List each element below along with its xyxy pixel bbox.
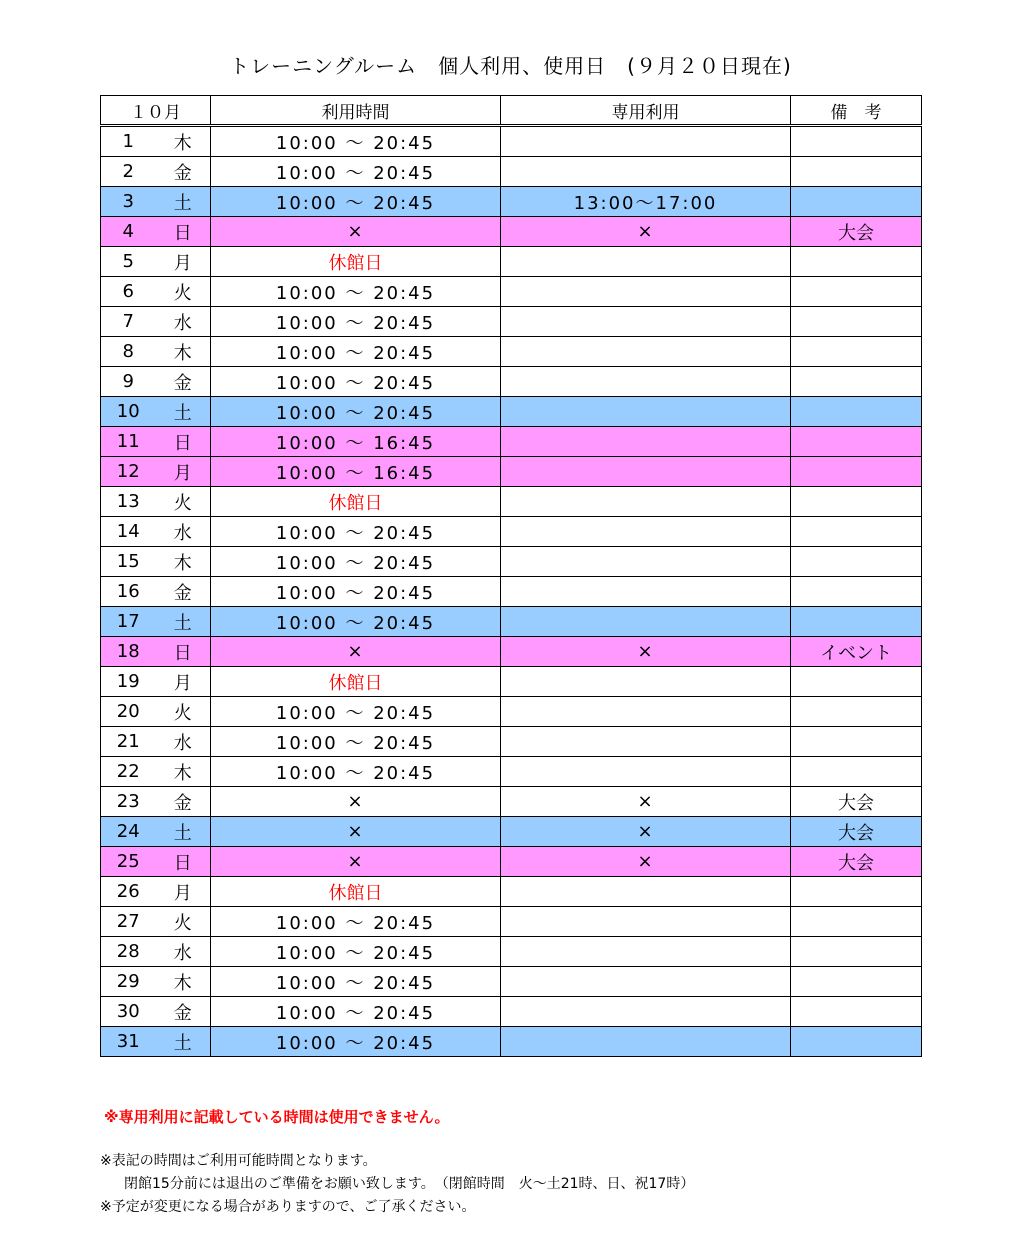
weekday-cell: 金	[156, 367, 211, 397]
day-cell: 30	[101, 997, 156, 1027]
table-row	[101, 457, 922, 487]
note-cell	[791, 547, 922, 577]
hours-header: 利用時間	[211, 96, 501, 126]
table-header-row	[101, 96, 922, 126]
weekday-cell: 水	[156, 937, 211, 967]
note-cell	[791, 667, 922, 697]
table-row	[101, 637, 922, 667]
table-row	[101, 997, 922, 1027]
weekday-cell: 月	[156, 247, 211, 277]
weekday-cell: 金	[156, 997, 211, 1027]
table-row	[101, 667, 922, 697]
hours-cell: ×	[211, 787, 501, 817]
weekday-cell: 月	[156, 667, 211, 697]
day-cell: 27	[101, 907, 156, 937]
day-cell: 9	[101, 367, 156, 397]
hours-cell: 10:00 ～ 20:45	[211, 997, 501, 1027]
table-row	[101, 337, 922, 367]
table-row	[101, 607, 922, 637]
day-cell: 31	[101, 1027, 156, 1057]
day-cell: 17	[101, 607, 156, 637]
weekday-cell: 土	[156, 397, 211, 427]
note-cell	[791, 337, 922, 367]
weekday-cell: 火	[156, 277, 211, 307]
note-cell	[791, 157, 922, 187]
table-row	[101, 247, 922, 277]
table-row	[101, 217, 922, 247]
hours-cell: 10:00 ～ 16:45	[211, 457, 501, 487]
day-cell: 6	[101, 277, 156, 307]
exclusive-cell: ×	[501, 817, 791, 847]
weekday-cell: 水	[156, 307, 211, 337]
weekday-cell: 土	[156, 607, 211, 637]
note-cell	[791, 607, 922, 637]
table-row	[101, 1027, 922, 1057]
note-cell	[791, 967, 922, 997]
day-cell: 19	[101, 667, 156, 697]
day-cell: 25	[101, 847, 156, 877]
day-cell: 20	[101, 697, 156, 727]
exclusive-cell	[501, 547, 791, 577]
day-cell: 11	[101, 427, 156, 457]
note-cell	[791, 457, 922, 487]
exclusive-cell	[501, 607, 791, 637]
table-row	[101, 817, 922, 847]
day-cell: 8	[101, 337, 156, 367]
table-row	[101, 487, 922, 517]
day-cell: 26	[101, 877, 156, 907]
exclusive-cell	[501, 397, 791, 427]
schedule-table	[100, 95, 922, 1057]
hours-cell: 10:00 ～ 20:45	[211, 937, 501, 967]
table-row	[101, 277, 922, 307]
table-row	[101, 187, 922, 217]
table-row	[101, 787, 922, 817]
hours-cell: 10:00 ～ 20:45	[211, 907, 501, 937]
note-cell	[791, 367, 922, 397]
note-cell	[791, 517, 922, 547]
note-cell	[791, 427, 922, 457]
hours-cell: ×	[211, 847, 501, 877]
day-cell: 10	[101, 397, 156, 427]
note-cell: 大会	[791, 217, 922, 247]
day-cell: 22	[101, 757, 156, 787]
hours-cell: ×	[211, 817, 501, 847]
exclusive-cell	[501, 517, 791, 547]
exclusive-cell	[501, 487, 791, 517]
table-row	[101, 937, 922, 967]
weekday-cell: 土	[156, 187, 211, 217]
note-cell: 大会	[791, 847, 922, 877]
weekday-cell: 月	[156, 457, 211, 487]
exclusive-cell	[501, 1027, 791, 1057]
day-cell: 29	[101, 967, 156, 997]
table-row	[101, 727, 922, 757]
hours-cell: 10:00 ～ 20:45	[211, 397, 501, 427]
table-row	[101, 697, 922, 727]
footnote-changes: ※予定が変更になる場合がありますので、ご了承ください。	[100, 1199, 476, 1215]
hours-cell: 10:00 ～ 20:45	[211, 277, 501, 307]
weekday-cell: 日	[156, 637, 211, 667]
table-row	[101, 517, 922, 547]
exclusive-cell	[501, 877, 791, 907]
day-cell: 1	[101, 126, 156, 157]
note-cell	[791, 487, 922, 517]
weekday-cell: 木	[156, 547, 211, 577]
day-cell: 7	[101, 307, 156, 337]
hours-cell: 休館日	[211, 487, 501, 517]
exclusive-cell	[501, 247, 791, 277]
exclusive-cell	[501, 157, 791, 187]
hours-cell: 10:00 ～ 20:45	[211, 307, 501, 337]
exclusive-cell: ×	[501, 637, 791, 667]
day-cell: 5	[101, 247, 156, 277]
day-cell: 12	[101, 457, 156, 487]
note-cell	[791, 247, 922, 277]
hours-cell: 10:00 ～ 20:45	[211, 607, 501, 637]
hours-cell: 10:00 ～ 20:45	[211, 1027, 501, 1057]
exclusive-cell	[501, 126, 791, 157]
table-row	[101, 547, 922, 577]
day-cell: 24	[101, 817, 156, 847]
weekday-cell: 火	[156, 487, 211, 517]
weekday-cell: 火	[156, 697, 211, 727]
table-row	[101, 967, 922, 997]
exclusive-cell	[501, 337, 791, 367]
hours-cell: 10:00 ～ 20:45	[211, 757, 501, 787]
day-cell: 4	[101, 217, 156, 247]
exclusive-cell	[501, 967, 791, 997]
table-row	[101, 427, 922, 457]
day-cell: 13	[101, 487, 156, 517]
day-cell: 23	[101, 787, 156, 817]
exclusive-cell	[501, 427, 791, 457]
hours-cell: 10:00 ～ 20:45	[211, 967, 501, 997]
hours-cell: 10:00 ～ 20:45	[211, 126, 501, 157]
note-cell: イベント	[791, 637, 922, 667]
hours-cell: 休館日	[211, 667, 501, 697]
note-cell	[791, 397, 922, 427]
weekday-cell: 日	[156, 217, 211, 247]
table-row	[101, 397, 922, 427]
hours-cell: 10:00 ～ 20:45	[211, 577, 501, 607]
note-cell	[791, 1027, 922, 1057]
hours-cell: 休館日	[211, 247, 501, 277]
weekday-cell: 火	[156, 907, 211, 937]
day-cell: 2	[101, 157, 156, 187]
weekday-cell: 土	[156, 1027, 211, 1057]
hours-cell: 10:00 ～ 20:45	[211, 727, 501, 757]
exclusive-cell	[501, 667, 791, 697]
weekday-cell: 金	[156, 157, 211, 187]
exclusive-cell	[501, 937, 791, 967]
exclusive-cell: ×	[501, 787, 791, 817]
day-cell: 18	[101, 637, 156, 667]
hours-cell: 10:00 ～ 20:45	[211, 337, 501, 367]
weekday-cell: 木	[156, 967, 211, 997]
exclusive-cell	[501, 907, 791, 937]
hours-cell: 10:00 ～ 16:45	[211, 427, 501, 457]
table-row	[101, 907, 922, 937]
table-row	[101, 367, 922, 397]
note-cell: 大会	[791, 787, 922, 817]
note-cell	[791, 187, 922, 217]
note-cell	[791, 997, 922, 1027]
note-cell	[791, 907, 922, 937]
hours-cell: 休館日	[211, 877, 501, 907]
table-row	[101, 307, 922, 337]
note-cell	[791, 877, 922, 907]
day-cell: 28	[101, 937, 156, 967]
exclusive-cell	[501, 727, 791, 757]
exclusive-cell	[501, 997, 791, 1027]
weekday-cell: 土	[156, 817, 211, 847]
note-cell: 大会	[791, 817, 922, 847]
warning-text: ※専用利用に記載している時間は使用できません。	[104, 1108, 450, 1126]
exclusive-cell	[501, 697, 791, 727]
day-cell: 15	[101, 547, 156, 577]
page-title: トレーニングルーム 個人利用、使用日 (９月２０日現在)	[229, 54, 792, 78]
exclusive-cell: 13:00～17:00	[501, 187, 791, 217]
note-cell	[791, 577, 922, 607]
table-row	[101, 877, 922, 907]
table-row	[101, 126, 922, 157]
month-header: １０月	[101, 96, 211, 126]
note-cell	[791, 937, 922, 967]
hours-cell: 10:00 ～ 20:45	[211, 367, 501, 397]
exclusive-cell	[501, 277, 791, 307]
note-cell	[791, 727, 922, 757]
weekday-cell: 木	[156, 337, 211, 367]
footnote-closing: 閉館15分前には退出のご準備をお願い致します。 （閉館時間 火～土21時、日、祝17時）	[124, 1176, 695, 1192]
hours-cell: ×	[211, 637, 501, 667]
hours-cell: 10:00 ～ 20:45	[211, 157, 501, 187]
day-cell: 3	[101, 187, 156, 217]
weekday-cell: 日	[156, 847, 211, 877]
exclusive-cell	[501, 577, 791, 607]
note-cell	[791, 697, 922, 727]
table-row	[101, 577, 922, 607]
weekday-cell: 水	[156, 727, 211, 757]
footnotes	[100, 1150, 694, 1219]
hours-cell: 10:00 ～ 20:45	[211, 697, 501, 727]
exclusive-header: 専用利用	[501, 96, 791, 126]
note-cell	[791, 757, 922, 787]
exclusive-cell: ×	[501, 217, 791, 247]
day-cell: 16	[101, 577, 156, 607]
table-row	[101, 847, 922, 877]
weekday-cell: 日	[156, 427, 211, 457]
table-row	[101, 757, 922, 787]
weekday-cell: 金	[156, 787, 211, 817]
notes-header: 備 考	[791, 96, 922, 126]
exclusive-cell: ×	[501, 847, 791, 877]
note-cell	[791, 126, 922, 157]
hours-cell: 10:00 ～ 20:45	[211, 517, 501, 547]
footnote-hours: ※表記の時間はご利用可能時間となります。	[100, 1153, 377, 1169]
hours-cell: 10:00 ～ 20:45	[211, 187, 501, 217]
weekday-cell: 月	[156, 877, 211, 907]
note-cell	[791, 277, 922, 307]
exclusive-cell	[501, 307, 791, 337]
day-cell: 21	[101, 727, 156, 757]
hours-cell: 10:00 ～ 20:45	[211, 547, 501, 577]
exclusive-cell	[501, 457, 791, 487]
table-row	[101, 157, 922, 187]
weekday-cell: 金	[156, 577, 211, 607]
exclusive-cell	[501, 367, 791, 397]
exclusive-cell	[501, 757, 791, 787]
weekday-cell: 水	[156, 517, 211, 547]
weekday-cell: 木	[156, 126, 211, 157]
day-cell: 14	[101, 517, 156, 547]
note-cell	[791, 307, 922, 337]
hours-cell: ×	[211, 217, 501, 247]
weekday-cell: 木	[156, 757, 211, 787]
